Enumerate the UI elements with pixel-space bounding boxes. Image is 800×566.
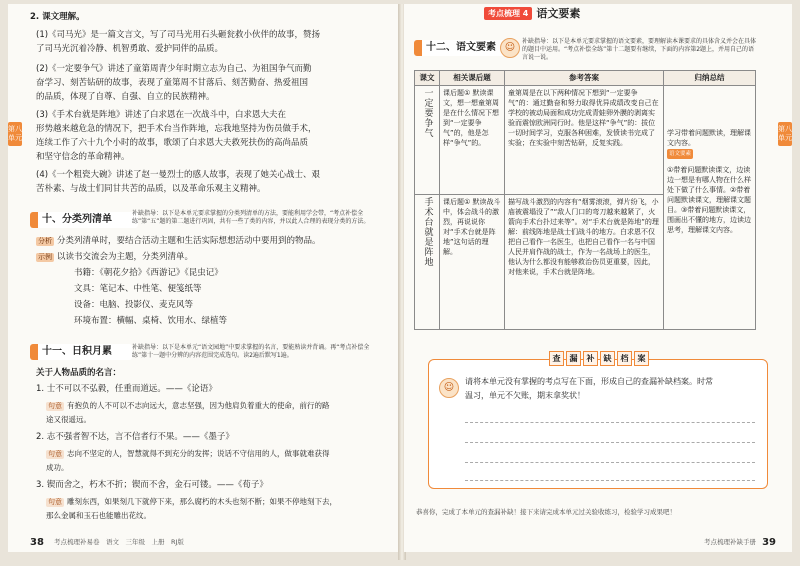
- meaning-text: 成功。: [46, 463, 69, 472]
- quote-intro: 关于人物品质的名言：: [36, 368, 122, 378]
- meaning-label: 句意: [48, 450, 62, 458]
- quote-line: 1. 士不可以不弘毅，任重而道远。——《论语》: [36, 384, 217, 394]
- paragraph-line: 的品质，体现了自尊、自强、自立的民族精神。: [36, 92, 215, 102]
- title-char: 查: [549, 351, 564, 366]
- section-header-accumulate: 十一、日积月累: [30, 344, 132, 360]
- paragraph-line: 奋学习、刻苦钻研的故事，表现了童第周不甘落后、刻苦勤奋、热爱祖国: [36, 78, 309, 88]
- col-header: 归纳总结: [664, 71, 756, 86]
- unit-tab-left: 第八单元: [8, 122, 22, 146]
- page-number: 38: [30, 537, 44, 548]
- quote-line: 3. 锲而舍之，朽木不折；锲而不舍，金石可镂。——《荀子》: [36, 480, 268, 490]
- summary-pill: 语文要素: [669, 151, 692, 157]
- writing-line[interactable]: [465, 422, 755, 423]
- meaning-line: [46, 448, 330, 459]
- title-char: 缺: [600, 351, 615, 366]
- lesson-cell: [415, 86, 440, 195]
- analysis-text: 分类列清单时，要结合活动主题和生活实际想想活动中要用到的物品。: [57, 236, 321, 246]
- topic-title: 语文要素: [536, 7, 581, 20]
- col-header: 相关课后题: [440, 71, 505, 86]
- lesson-title: 一定要争气: [422, 88, 433, 138]
- meaning-text: 有抱负的人不可以不志向远大，意志坚强，因为他肩负着重大的使命，前行的路: [67, 401, 330, 410]
- answer-cell: 童第周是在以下两种情况下想到“一定要争气”的：通过勤奋和努力取得优异成绩改变自己在学校的被动局面和成功完成青蛙卵外膜的剥离实验而震惊欧洲同行时。他是这样“争气”的：拔位一切时间学习，克服各种困难，发愤读书完成了实验；在实验中刻苦钻研，反复实践。: [505, 86, 664, 195]
- list-item: 设备：电脑、投影仪、麦克风等: [74, 300, 194, 310]
- paragraph-line: 了司马光沉着冷静、机智勇敢、爱护同伴的品质。: [36, 44, 224, 54]
- title-char: 漏: [566, 351, 581, 366]
- quote-line: 2. 志不强者智不达，言不信者行不果。——《墨子》: [36, 432, 234, 442]
- right-page: [404, 4, 792, 552]
- table-header-row: [415, 71, 756, 86]
- tip-text: 补缺指导：以下是本单元要求掌握的分类列清单的方法，要能利用学会带，“考点补偿全练”第“五”题的第二题进行巩固，共有一些了类的内容，并以此人合理的表现分类的方法。: [132, 210, 370, 225]
- page-footer: 考点梳理补缺手册: [704, 538, 756, 546]
- meaning-text: 志向不坚定的人，智慧就得不到充分的发挥；说话不守信用的人，做事就难获得: [67, 449, 330, 458]
- example-line: [36, 252, 193, 263]
- writing-line[interactable]: [465, 480, 755, 481]
- archive-instruction: 温习，单元不欠账，期末拿奖状！: [465, 391, 585, 400]
- writing-line[interactable]: [465, 442, 755, 443]
- section-header-classify: 十、分类列清单: [30, 212, 138, 228]
- meaning-label: 句意: [48, 498, 62, 506]
- example-text: 以读书交流会为主题，分类列清单。: [57, 252, 194, 262]
- paragraph-line: 形势越来越危急的情况下，把手术台当作阵地，忘我地坚持为伤员做手术，: [36, 124, 317, 134]
- meaning-line: [46, 400, 330, 411]
- answer-cell: 描写战斗激烈的内容有“烟雾滚滚，弹片纷飞，小庙被震塌没了”“敌人门口的弯刀越来越紧了，火箭向手术台扑过来等”。对“手术台就是阵地”的理解：前线阵地是战士们战斗的地方。白求恩不仅把自己看作一名医生，也把自己看作一名与中国人民并肩作战的战士，作为一名战场上的医生，他认为什么都没有能够救治伤员更重要，因此，对他来说，手术台就是阵地。: [505, 195, 664, 330]
- page-number: 39: [762, 537, 776, 548]
- paragraph-line: (3)《手术台就是阵地》讲述了白求恩在一次战斗中，白求恩大夫在: [36, 110, 287, 120]
- meaning-label: 句意: [48, 402, 62, 410]
- elements-table: [414, 70, 756, 330]
- paragraph-line: 连续工作了六十九个小时的故事，歌颂了白求恩大夫救死扶伤的高尚品质: [36, 138, 309, 148]
- tip-text: 补缺指导：以下是本单元“语文园地”中要求掌握的名言，要能熟读并背诵。再“考点补偿全练”第十一题中分辨的内容范围完成选句。读2遍后默写1遍。: [132, 344, 370, 359]
- left-page: [8, 4, 401, 552]
- section-header-elements: 十二、语文要素: [414, 40, 510, 56]
- analysis-label: 分析: [38, 237, 52, 245]
- title-char: 档: [617, 351, 632, 366]
- paragraph-line: 苦朴素、与战士们同甘共苦的品质，以及革命乐观主义精神。: [36, 184, 266, 194]
- writing-line[interactable]: [465, 462, 755, 463]
- list-item: 环境布置：横幅、桌椅、饮用水、绿植等: [74, 316, 228, 326]
- list-item: 书籍：《朝花夕拾》《西游记》《昆虫记》: [74, 268, 223, 278]
- question-cell: 课后题① 默读课文，想一想童第周是在什么情况下想到“一定要争气”的，他是怎样“争气”的。: [440, 86, 505, 195]
- list-item: 文具：笔记本、中性笔、便笺纸等: [74, 284, 202, 294]
- title-char: 案: [634, 351, 649, 366]
- archive-instruction: 请将本单元没有掌握的考点写在下面，形成自己的查漏补缺档案。时常: [465, 377, 713, 386]
- topic-banner: [484, 4, 654, 22]
- student-icon: ☺: [439, 378, 459, 398]
- meaning-text: 途又很遥远。: [46, 415, 91, 424]
- paragraph-line: (2)《一定要争气》讲述了童第周青少年时期立志为自己、为祖国争气而勤: [36, 64, 312, 74]
- summary-heading: 学习带着问题默读，理解课文内容。: [667, 129, 751, 147]
- review-archive-box: [428, 354, 768, 489]
- lesson-cell: [415, 195, 440, 330]
- lesson-title: 手术台就是阵地: [422, 197, 433, 267]
- topic-badge: 考点梳理 4: [484, 7, 532, 20]
- col-header: 参考答案: [505, 71, 664, 86]
- archive-title: [549, 351, 649, 366]
- tip-text: 补缺指导：以下是本单元要求掌握的语文要素，要理解读本课要求的具体含义并会在具体的题目中运用。“考点补偿全练”第十二题要有继续，下面的内容第2题上，并用自己的语言说一说。: [522, 38, 757, 61]
- table-row: [415, 86, 756, 195]
- student-icon: ☺: [500, 38, 520, 58]
- paragraph-line: 和坚守信念的革命精神。: [36, 152, 130, 162]
- question-cell: 课后题① 默读战斗中，体会战斗的激烈，再说说你对“手术台就是阵地”这句话的理解。: [440, 195, 505, 330]
- summary-text: ①带着问题默读课文，边读边一想是有哪人物在什么样处下做了什么事情。②带着问题默读课文，理解课文题目。③带着问题默读课文，围画出不懂的地方，边读边思考，理解课文内容。: [667, 166, 751, 234]
- summary-cell: [664, 86, 756, 330]
- meaning-line: [46, 496, 337, 507]
- meaning-text: 雕刻东西，如果刻几下就停下来，那么腐朽的木头也刻不断；如果不停地刻下去，: [67, 497, 337, 506]
- paragraph-line: (1)《司马光》是一篇文言文，写了司马光用石头砸瓮救小伙伴的故事，赞扬: [36, 30, 321, 40]
- col-header: 课文: [415, 71, 440, 86]
- paragraph-line: (4)《一个粗瓷大碗》讲述了赵一曼烈士的感人故事，表现了她关心战士、艰: [36, 170, 321, 180]
- page-footer: 考点梳理补易卷 语文 三年级 上册 RJ版: [54, 538, 184, 546]
- meaning-text: 那么金属和玉石也能雕出花纹。: [46, 511, 151, 520]
- example-label: 示例: [38, 253, 52, 261]
- title-char: 补: [583, 351, 598, 366]
- analysis-line: [36, 236, 321, 247]
- congrats-banner: 恭喜你，完成了本单元的查漏补缺！接下来请完成本单元过关验收练习，检验学习成果吧！: [416, 508, 676, 516]
- section-title: 2. 课文理解。: [30, 12, 85, 22]
- unit-tab-right: 第八单元: [778, 122, 792, 146]
- book-spread: [8, 4, 792, 560]
